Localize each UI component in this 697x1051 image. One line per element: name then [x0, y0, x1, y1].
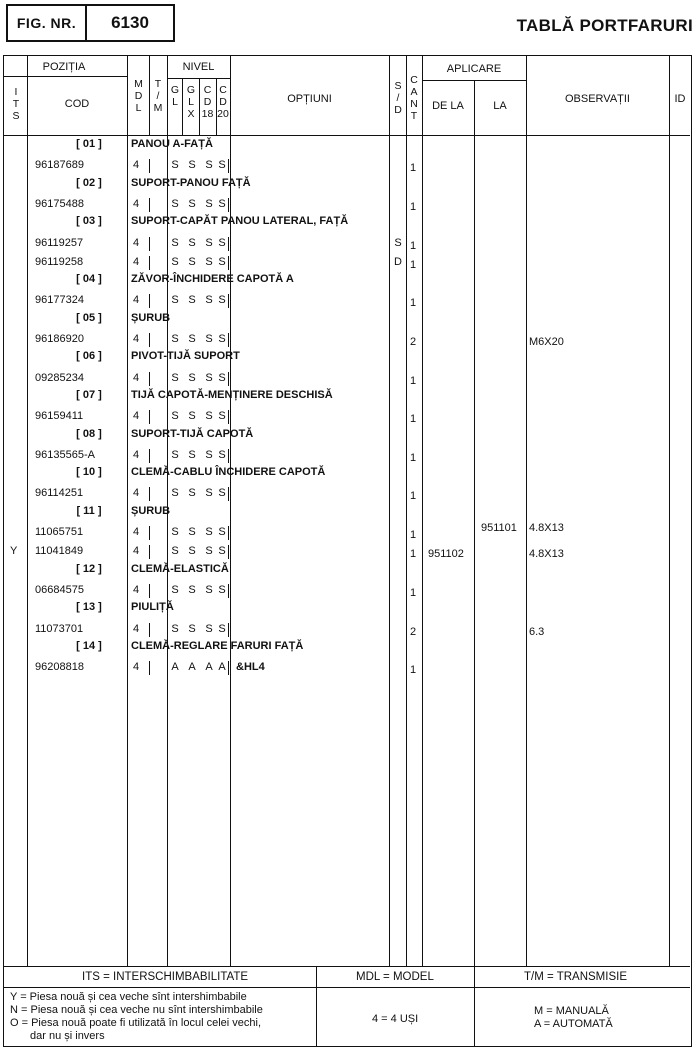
header-cant: C A N T — [410, 74, 418, 122]
level-divider — [228, 661, 229, 675]
level-value: S — [188, 371, 196, 384]
position-number: [ 02 ] — [76, 176, 102, 189]
part-name: ZĂVOR-ÎNCHIDERE CAPOTĂ A — [131, 273, 294, 286]
level-value: S — [188, 236, 196, 249]
col-rule — [27, 56, 28, 966]
level-value: S — [188, 255, 196, 268]
level-value: S — [171, 448, 179, 461]
header-optiuni: OPȚIUNI — [287, 93, 332, 105]
part-name: PIULIȚĂ — [131, 601, 174, 614]
part-code: 96177324 — [35, 294, 84, 307]
position-number: [ 08 ] — [76, 427, 102, 440]
mdl-value: 4 — [133, 448, 140, 461]
level-value: S — [205, 197, 213, 210]
part-code: 96208818 — [35, 661, 84, 674]
level-value: S — [188, 622, 196, 635]
level-divider — [228, 237, 229, 251]
level-value: S — [188, 583, 196, 596]
header-observatii: OBSERVAȚII — [564, 93, 630, 105]
part-code: 96119257 — [35, 236, 84, 249]
figure-number: 6130 — [111, 13, 149, 32]
col-rule — [406, 56, 407, 966]
row-rule — [167, 78, 230, 79]
part-name: TIJĂ CAPOTĂ-MENȚINERE DESCHISĂ — [131, 388, 333, 401]
header-mdl: M D L — [134, 78, 143, 114]
header-pozitia: POZIȚIA — [42, 61, 86, 73]
level-divider — [228, 256, 229, 270]
header-nivel-cd20: C D 20 — [217, 84, 229, 120]
level-value: S — [171, 622, 179, 635]
part-name: SUPORT-CAPĂT PANOU LATERAL, FAȚĂ — [131, 215, 349, 228]
level-value: S — [188, 487, 196, 500]
mdl-divider — [149, 487, 150, 501]
col-rule — [526, 56, 527, 966]
quantity-value: 1 — [409, 297, 417, 310]
mdl-divider — [149, 256, 150, 270]
position-number: [ 06 ] — [76, 350, 102, 363]
level-value: S — [218, 333, 226, 345]
level-value: A — [171, 661, 179, 674]
header-nivel-glx: G L X — [186, 84, 196, 120]
level-value: S — [171, 197, 179, 210]
col-rule — [422, 56, 423, 966]
level-value: S — [218, 545, 226, 558]
level-divider — [228, 294, 229, 308]
level-value: S — [205, 371, 213, 384]
col-rule — [127, 56, 128, 966]
footer-mdl-title: MDL = MODEL — [356, 971, 434, 983]
level-value: S — [218, 236, 226, 249]
quantity-value: 1 — [409, 258, 417, 271]
mdl-value: 4 — [133, 333, 140, 345]
level-divider — [228, 545, 229, 559]
level-value: S — [188, 333, 196, 345]
level-value: S — [218, 487, 226, 500]
footer-its-notes: Y = Piesa nouă și cea veche sînt intershimbabile N = Piesa nouă și cea veche nu sînt intershimbabile O = Piesa nouă poate fi utilizată în locul celei vechi, dar nu și invers — [10, 991, 263, 1042]
level-value: S — [205, 255, 213, 268]
level-value: S — [171, 371, 179, 384]
quantity-value: 2 — [409, 336, 417, 348]
footer-rule — [4, 966, 690, 967]
level-divider — [228, 159, 229, 173]
mdl-divider — [149, 584, 150, 598]
footer-tm-title: T/M = TRANSMISIE — [524, 971, 627, 983]
part-code: 96159411 — [35, 410, 84, 423]
position-number: [ 11 ] — [76, 504, 102, 517]
level-value: S — [205, 545, 213, 558]
level-value: S — [188, 197, 196, 210]
quantity-value: 1 — [409, 490, 417, 503]
footer-tm-notes: M = MANUALĂ A = AUTOMATĂ — [534, 1005, 613, 1030]
part-code: 09285234 — [35, 371, 84, 384]
page-title: TABLĂ PORTFARURI — [516, 16, 693, 35]
header-its: I T S — [12, 86, 20, 122]
col-rule — [669, 56, 670, 966]
footer-mdl-note: 4 = 4 UȘI — [372, 1013, 419, 1025]
figure-number-box — [6, 4, 175, 42]
mdl-divider — [149, 623, 150, 637]
quantity-value: 1 — [409, 529, 417, 541]
position-number: [ 10 ] — [76, 466, 102, 479]
level-value: S — [171, 410, 179, 423]
header-nivel-cd18: C D 18 — [201, 84, 214, 120]
mdl-value: 4 — [133, 236, 140, 249]
position-number: [ 07 ] — [76, 388, 102, 401]
level-divider — [228, 584, 229, 598]
mdl-divider — [149, 159, 150, 173]
mdl-value: 4 — [133, 294, 140, 307]
part-name: CLEMĂ-ELASTICĂ — [131, 562, 229, 575]
mdl-value: 4 — [133, 487, 140, 500]
col-rule — [230, 56, 231, 966]
level-value: S — [188, 545, 196, 558]
header-id: ID — [674, 93, 686, 105]
part-name: ȘURUB — [131, 311, 171, 324]
footer-its-title: ITS = INTERSCHIMBABILITATE — [82, 971, 249, 983]
observation-value: 4.8X13 — [529, 522, 564, 534]
level-value: S — [218, 410, 226, 423]
observation-value: 6.3 — [529, 625, 545, 638]
mdl-value: 4 — [133, 545, 140, 558]
level-divider — [228, 623, 229, 637]
quantity-value: 1 — [409, 664, 417, 677]
level-value: S — [218, 255, 226, 268]
header-cod: COD — [64, 98, 90, 110]
position-number: [ 03 ] — [76, 215, 102, 228]
level-value: S — [188, 294, 196, 307]
mdl-divider — [149, 372, 150, 386]
position-number: [ 13 ] — [76, 601, 102, 614]
level-value: S — [171, 159, 179, 172]
level-value: S — [188, 448, 196, 461]
part-name: PANOU A-FAȚĂ — [131, 138, 213, 150]
part-code: 96119258 — [35, 255, 84, 268]
level-value: S — [171, 583, 179, 596]
option-value: &HL4 — [236, 661, 265, 674]
mdl-divider — [149, 526, 150, 540]
mdl-value: 4 — [133, 583, 140, 596]
part-code: 11041849 — [35, 545, 84, 558]
part-name: ȘURUB — [131, 504, 171, 517]
header-tm: T / M — [153, 78, 163, 114]
level-divider — [228, 449, 229, 463]
header-de-la: DE LA — [432, 100, 464, 112]
mdl-value: 4 — [133, 255, 140, 268]
part-name: CLEMĂ-REGLARE FARURI FAȚĂ — [131, 639, 304, 652]
row-rule — [422, 80, 526, 81]
part-name: CLEMĂ-CABLU ÎNCHIDERE CAPOTĂ — [131, 466, 326, 479]
level-value: S — [205, 448, 213, 461]
level-value: S — [218, 197, 226, 210]
level-value: S — [218, 583, 226, 596]
level-divider — [228, 410, 229, 424]
part-code: 06684575 — [35, 583, 84, 596]
level-value: S — [171, 333, 179, 345]
level-value: S — [218, 448, 226, 461]
apply-to-value: 951101 — [481, 522, 517, 534]
level-value: S — [218, 159, 226, 172]
observation-value: M6X20 — [529, 336, 564, 348]
level-value: S — [205, 487, 213, 500]
part-code: 11073701 — [35, 622, 84, 635]
quantity-value: 1 — [409, 162, 417, 175]
part-code: 11065751 — [35, 526, 84, 538]
level-value: S — [205, 236, 213, 249]
level-value: S — [205, 583, 213, 596]
level-value: S — [171, 236, 179, 249]
mdl-value: 4 — [133, 622, 140, 635]
quantity-value: 1 — [409, 413, 417, 426]
header-sd: S / D — [394, 80, 402, 116]
level-value: A — [218, 661, 226, 674]
part-code: 96175488 — [35, 197, 84, 210]
col-rule — [474, 80, 475, 966]
figure-label: FIG. NR. — [8, 6, 87, 40]
footer-col-rule — [474, 966, 475, 1046]
level-value: S — [188, 526, 196, 538]
observation-value: 4.8X13 — [529, 548, 564, 561]
side-value: D — [394, 255, 402, 268]
mdl-value: 4 — [133, 159, 140, 172]
mdl-divider — [149, 333, 150, 347]
level-value: S — [205, 410, 213, 423]
part-code: 96186920 — [35, 333, 84, 345]
level-value: S — [171, 487, 179, 500]
mdl-value: 4 — [133, 410, 140, 423]
quantity-value: 1 — [409, 374, 417, 387]
level-value: S — [171, 294, 179, 307]
footer-rule — [4, 987, 690, 988]
parts-table — [3, 55, 692, 1047]
level-divider — [228, 487, 229, 501]
header-nivel-gl: G L — [170, 84, 180, 108]
mdl-divider — [149, 294, 150, 308]
side-value: S — [394, 236, 402, 249]
quantity-value: 1 — [409, 548, 417, 561]
mdl-divider — [149, 198, 150, 212]
header-la: LA — [493, 100, 507, 112]
level-value: S — [218, 371, 226, 384]
level-value: S — [205, 333, 213, 345]
row-rule — [4, 76, 127, 77]
level-value: S — [205, 294, 213, 307]
level-value: S — [218, 622, 226, 635]
mdl-divider — [149, 410, 150, 424]
level-value: S — [188, 159, 196, 172]
level-value: S — [205, 159, 213, 172]
level-value: S — [171, 526, 179, 538]
level-value: S — [205, 622, 213, 635]
mdl-value: 4 — [133, 526, 140, 538]
position-number: [ 05 ] — [76, 311, 102, 324]
level-value: S — [171, 255, 179, 268]
mdl-value: 4 — [133, 371, 140, 384]
part-name: PIVOT-TIJĂ SUPORT — [131, 350, 240, 363]
mdl-value: 4 — [133, 197, 140, 210]
level-value: S — [188, 410, 196, 423]
level-value: A — [188, 661, 196, 674]
apply-from-value: 951102 — [428, 548, 464, 561]
level-value: S — [218, 294, 226, 307]
quantity-value: 2 — [409, 625, 417, 638]
level-divider — [228, 198, 229, 212]
header-aplicare: APLICARE — [446, 63, 502, 75]
part-code: 96135565-A — [35, 448, 95, 461]
level-value: S — [171, 545, 179, 558]
part-name: SUPORT-TIJĂ CAPOTĂ — [131, 427, 254, 440]
part-name: SUPORT-PANOU FAȚĂ — [131, 176, 251, 189]
header-nivel: NIVEL — [182, 61, 215, 73]
row-rule — [4, 135, 690, 136]
quantity-value: 1 — [409, 586, 417, 599]
level-value: S — [218, 526, 226, 538]
level-divider — [228, 333, 229, 347]
mdl-divider — [149, 661, 150, 675]
quantity-value: 1 — [409, 200, 417, 213]
level-divider — [228, 526, 229, 540]
mdl-value: 4 — [133, 661, 140, 674]
quantity-value: 1 — [409, 239, 417, 252]
its-value: Y — [10, 545, 18, 558]
part-code: 96187689 — [35, 159, 84, 172]
footer-col-rule — [316, 966, 317, 1046]
level-divider — [228, 372, 229, 386]
quantity-value: 1 — [409, 451, 417, 464]
mdl-divider — [149, 449, 150, 463]
position-number: [ 12 ] — [76, 562, 102, 575]
mdl-divider — [149, 545, 150, 559]
position-number: [ 01 ] — [76, 138, 102, 150]
position-number: [ 04 ] — [76, 273, 102, 286]
level-value: A — [205, 661, 213, 674]
col-rule — [389, 56, 390, 966]
part-code: 96114251 — [35, 487, 84, 500]
position-number: [ 14 ] — [76, 639, 102, 652]
mdl-divider — [149, 237, 150, 251]
level-value: S — [205, 526, 213, 538]
